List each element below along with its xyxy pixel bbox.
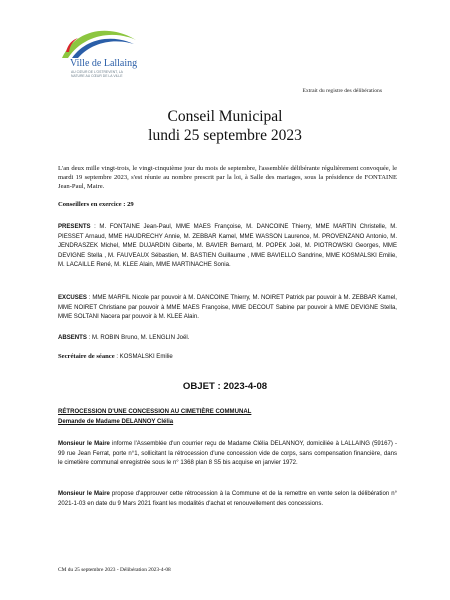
logo-swoosh-icon: [58, 22, 138, 62]
paragraph-1-lead: Monsieur le Maire: [58, 441, 110, 447]
paragraph-2-lead: Monsieur le Maire: [58, 491, 110, 497]
absents-list: : M. ROBIN Bruno, M. LENGLIN Joël.: [86, 335, 190, 341]
subject-block: [58, 408, 397, 427]
city-logo: [58, 22, 138, 84]
paragraph-2: [58, 490, 397, 509]
document-title-block: [0, 107, 450, 145]
conseillers-count: [58, 200, 397, 209]
excuses-list: : MME MARFIL Nicole par pouvoir à M. DANCOINE Thierry, M. NOIRET Patrick par pouvoir à M. ZEBBAR Kamel, MME NOIRET Christiane par pouvoir à MME MAES Françoise, MME DECOUT Sabine par pouvoir à MME DEVIGNE Stella, MME SOLTANI Nacera par pouvoir à M. KLEE Alain.: [58, 295, 397, 321]
excuses-label: EXCUSES: [58, 295, 87, 301]
paragraph-1: [58, 440, 397, 469]
page-footer: CM du 25 septembre 2023 - Délibération 2023-4-08: [58, 567, 171, 573]
subject-title: RÉTROCESSION D'UNE CONCESSION AU CIMETIÈRE COMMUNAL: [58, 409, 252, 415]
absents-label: ABSENTS: [58, 335, 87, 341]
logo-brand-text: Ville de Lallaing: [70, 58, 138, 69]
conseillers-label: Conseillers en exercice : 29: [58, 201, 134, 208]
subject-subtitle: Demande de Madame DELANNOY Clélia: [58, 418, 174, 425]
intro-paragraph: L'an deux mille vingt-trois, le vingt-cinquième jour du mois de septembre, l'assemblée délibérante régulièrement convoquée, le mardi 19 septembre 2023, s'est réunie au nombre prescrit par la loi, à Salle des mariages, sous la présidence de FONTAINE Jean-Paul, Maire.: [58, 165, 397, 191]
secretaire-name: : KOSMALSKI Emilie: [114, 354, 173, 360]
paragraph-2-text: propose d'approuver cette rétrocession à la Commune et de la remettre en vente selon la délibération n° 2021-1-03 en date du 9 Mars 2021 fixant les modalités d'achat et renouvellement des concessions.: [58, 491, 398, 507]
secretaire-label: Secrétaire de séance: [58, 353, 115, 360]
paragraph-1-text: informe l'Assemblée d'un courrier reçu de Madame Clélia DELANNOY, domiciliée à LALLAING (59167) - 99 rue Jean Ferrat, porte n°1, sollicitant la rétrocession d'une concession vide de corps, sans compensation financière, dans le cimetière communal enregistrée sous le n° 1368 plan 8 S5 bis acquise en janvier 1972.: [58, 441, 398, 467]
meeting-date: lundi 25 septembre 2023: [148, 127, 302, 144]
secretaire-paragraph: [58, 352, 397, 363]
excuses-paragraph: [58, 294, 397, 323]
objet-heading: OBJET : 2023-4-08: [182, 381, 268, 392]
absents-paragraph: [58, 334, 397, 344]
document-title: Conseil Municipal: [167, 108, 283, 125]
presents-label: PRESENTS: [58, 224, 91, 230]
extract-label: Extrait du registre des délibérations: [302, 88, 382, 94]
presents-paragraph: [58, 223, 397, 271]
presents-list: : M. FONTAINE Jean-Paul, MME MAES Françoise, M. DANCOINE Thierry, MME MARTIN Christelle, M. PIESSET Arnaud, MME HAUDRECHY Annie, M. ZEBBAR Kamel, MME WASSON Laurence, M. PROVENZANO Antonio, M. JENDRASZEK Michel, MME DUJARDIN Giberte, M. BAVIER Bernard, M. POPEK Joël, M. PIOTROWSKI Georges, MME DEVIGNE Stella , M. FAUVEAUX Sébastien, M. BASTIEN Guillaume , MME BAVIELLO Sandrine, MME KOSMALSKI Emilie, M. LACAILLE René, M. KLEE Alain, MME MARTINACHE Sonia.: [58, 224, 397, 269]
logo-tagline: AU CŒUR DE L'OSTREVENT, LA NATURE AU CŒUR DE LA VILLE: [71, 70, 123, 78]
